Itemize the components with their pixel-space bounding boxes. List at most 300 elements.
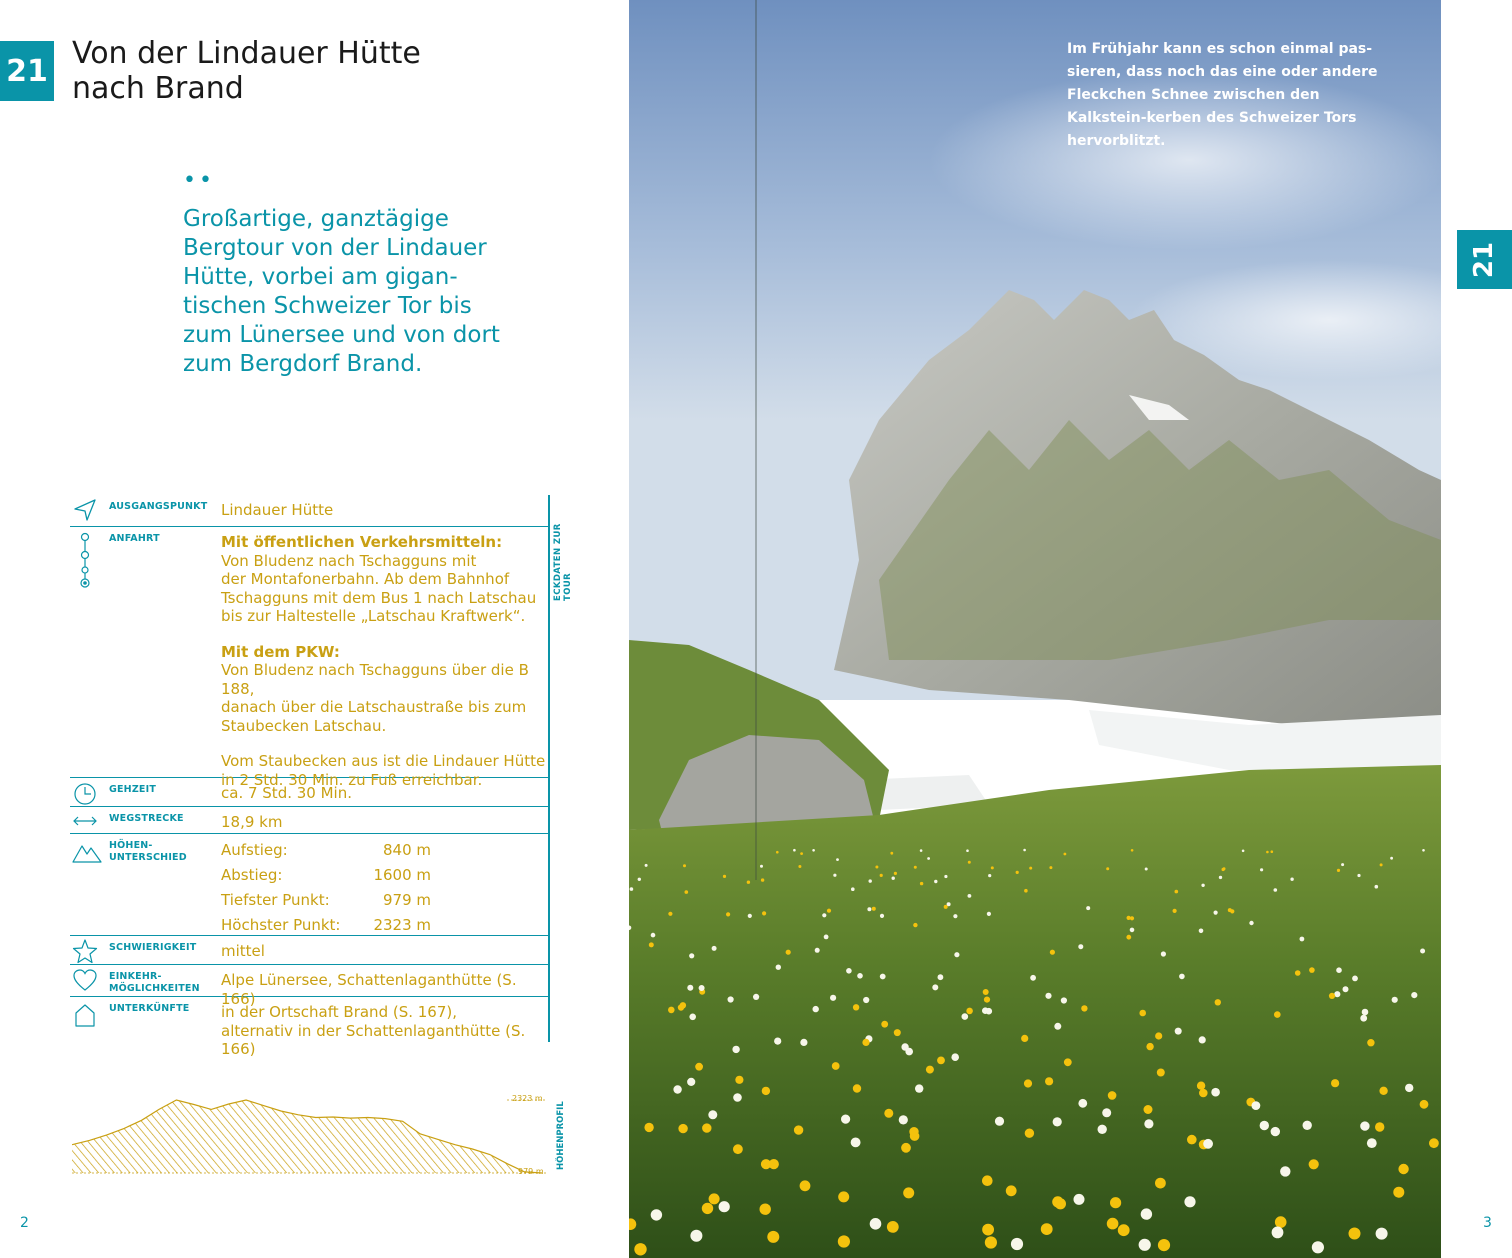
flower (1199, 929, 1204, 934)
flower (719, 1201, 730, 1212)
flower (985, 1236, 997, 1248)
flower (1173, 909, 1177, 913)
flower (1290, 878, 1293, 881)
elevation-profile (72, 1095, 547, 1177)
flower (687, 985, 693, 991)
flower (1219, 876, 1222, 879)
page-number-right: 3 (1483, 1215, 1492, 1231)
flower (1215, 999, 1221, 1005)
flower (1158, 1239, 1170, 1251)
fact-row-difficulty (70, 936, 548, 965)
flower (1357, 874, 1360, 877)
flower (762, 1087, 770, 1095)
flower (651, 933, 656, 938)
accommodation-line-2: alternativ in der Schattenlaganthütte (S. 166) (221, 1021, 526, 1058)
flower (1411, 992, 1417, 998)
flower (728, 996, 734, 1002)
flower (920, 849, 923, 852)
flower (1303, 1121, 1312, 1130)
flower (892, 877, 895, 880)
fact-row-refreshments (70, 965, 548, 1008)
flower (1260, 1121, 1269, 1130)
flower (1108, 1091, 1117, 1100)
profile-max-label: 2323 m (512, 1094, 543, 1103)
flower (1157, 1069, 1165, 1077)
flower (726, 912, 730, 916)
flower (1352, 976, 1358, 982)
flower (1203, 1139, 1213, 1149)
elevation-values (221, 838, 551, 938)
fact-label: UNTERKÜNFTE (109, 1003, 190, 1014)
flower (1175, 890, 1179, 894)
flower (709, 1193, 720, 1204)
fact-row-accommodation (70, 997, 548, 1058)
flower (798, 865, 801, 868)
flower (1030, 975, 1036, 981)
flower (1295, 970, 1301, 976)
flower (793, 849, 796, 852)
flower (1144, 1105, 1153, 1114)
chapter-side-tab: 21 (1457, 230, 1512, 289)
flower (841, 1115, 850, 1124)
flower (838, 1191, 849, 1202)
house-icon (72, 1002, 98, 1028)
flower (634, 1243, 646, 1255)
flower (832, 1062, 840, 1070)
flower (880, 974, 886, 980)
flower (966, 1008, 973, 1015)
flower (1349, 1228, 1361, 1240)
flower (1045, 993, 1051, 999)
flower (938, 974, 944, 980)
flower (872, 907, 876, 911)
flower (1106, 867, 1109, 870)
flower (1050, 950, 1055, 955)
flower (887, 1221, 899, 1233)
flower (786, 950, 791, 955)
flower (683, 864, 686, 867)
flower (1275, 1216, 1287, 1228)
flower (1023, 849, 1026, 852)
flower (699, 985, 705, 991)
flower (1086, 906, 1090, 910)
fact-value: mittel (221, 942, 265, 960)
photo-caption: Im Frühjahr kann es schon einmal pas-sieren, dass noch das eine oder andere Fleckchen Schnee zwischen den Kalkstein-kerben des Schweizer Tors hervorblitzt. (1067, 41, 1378, 149)
flower (1064, 853, 1067, 856)
elevation-row: Tiefster Punkt: 979 m (221, 891, 431, 909)
flower (1045, 1077, 1053, 1085)
flower (846, 968, 852, 974)
flower (1252, 1101, 1261, 1110)
flower (927, 857, 930, 860)
fact-label: GEHZEIT (109, 784, 157, 795)
flower (668, 912, 672, 916)
flower (776, 965, 781, 970)
flower (800, 852, 803, 855)
page-title (72, 36, 492, 106)
flower (1102, 1108, 1111, 1117)
page-number-left: 2 (20, 1215, 29, 1231)
fact-value-travel (221, 533, 551, 789)
flower (1375, 1122, 1384, 1131)
public-line-1: Von Bludenz nach Tschagguns mit (221, 551, 477, 570)
fact-row-travel (70, 527, 548, 789)
flower (1041, 1223, 1053, 1235)
flower (851, 887, 855, 891)
public-transport-heading: Mit öffentlichen Verkehrsmitteln: (221, 533, 503, 551)
flower (968, 894, 972, 898)
heart-icon (72, 967, 98, 993)
flower (747, 881, 750, 884)
flower (1274, 888, 1278, 892)
flower (800, 1180, 811, 1191)
flower (1392, 997, 1398, 1003)
profile-side-label: HÖHENPROFIL (556, 1101, 566, 1170)
flower (733, 1144, 743, 1154)
flower (1300, 937, 1305, 942)
flower (1360, 1121, 1369, 1130)
flower (1367, 1138, 1377, 1148)
flower (853, 1084, 861, 1092)
fact-value: 18,9 km (221, 813, 283, 831)
flower (830, 995, 836, 1001)
flower (723, 875, 726, 878)
elevation-row: Höchster Punkt: 2323 m (221, 916, 431, 934)
fact-label-line-2: UNTERSCHIED (109, 852, 187, 863)
flower (678, 1124, 687, 1133)
elevation-profile-area (72, 1100, 542, 1173)
flower (1266, 851, 1269, 854)
flower (1420, 949, 1425, 954)
flower (702, 1123, 711, 1132)
flower (1197, 1082, 1205, 1090)
title-line-1: Von der Lindauer Hütte (72, 36, 421, 71)
flower (689, 953, 694, 958)
flower (1222, 868, 1225, 871)
flower (1049, 866, 1052, 869)
quote-mark: •• (183, 168, 215, 193)
facts-side-label: ECKDATEN ZUR TOUR (553, 523, 573, 601)
flower (1130, 928, 1135, 933)
flower (986, 1008, 993, 1015)
flower (1054, 1023, 1061, 1030)
flower (899, 1115, 908, 1124)
facts-divider (548, 495, 550, 1042)
double-arrow-icon (72, 809, 98, 835)
flower (760, 865, 763, 868)
flower (638, 878, 641, 881)
flower (1055, 1198, 1066, 1209)
flower (1025, 1129, 1034, 1138)
flower (954, 952, 959, 957)
flower (1175, 1028, 1182, 1035)
flower (680, 1002, 686, 1008)
flower (1029, 867, 1032, 870)
flower (903, 1187, 914, 1198)
flower (1272, 1227, 1284, 1239)
flower (813, 1006, 819, 1012)
flower (1064, 1058, 1072, 1066)
flower (920, 882, 923, 885)
flower (800, 1039, 807, 1046)
flower (767, 1231, 779, 1243)
flower (687, 1078, 695, 1086)
flower (953, 914, 957, 918)
fact-label-line-1: EINKEHR- (109, 971, 162, 982)
fact-label (109, 840, 219, 864)
flower (733, 1093, 742, 1102)
flower (668, 1007, 675, 1014)
title-line-2: nach Brand (72, 71, 244, 106)
flower (1078, 1099, 1087, 1108)
car-heading: Mit dem PKW: (221, 642, 340, 661)
flower (822, 913, 826, 917)
fact-label: AUSGANGSPUNKT (109, 501, 208, 512)
flower (1249, 921, 1253, 925)
flower (1309, 967, 1315, 973)
flower (1422, 849, 1425, 852)
flower (644, 1123, 653, 1132)
fact-label: ANFAHRT (109, 533, 160, 544)
profile-min-label: 979 m (518, 1167, 544, 1176)
flower (827, 909, 831, 913)
flower (735, 1076, 743, 1084)
flower (1280, 1166, 1290, 1176)
flower (1006, 1185, 1017, 1196)
flower (901, 1143, 911, 1153)
flower (1367, 1039, 1374, 1046)
flower (1074, 1194, 1085, 1205)
flower (968, 861, 971, 864)
flower (909, 1127, 918, 1136)
meadow (629, 765, 1441, 1258)
flower (1107, 1218, 1119, 1230)
mountains-icon (72, 840, 102, 866)
car-line-2: danach über die Latschaustraße bis zum (221, 698, 527, 716)
flower (762, 911, 766, 915)
flower (1334, 991, 1340, 997)
flower (815, 948, 820, 953)
flower (712, 946, 717, 951)
flower (951, 1053, 959, 1061)
flower (1309, 1159, 1319, 1169)
flower (1155, 1178, 1166, 1189)
flower (1155, 1032, 1162, 1039)
flower (836, 858, 839, 861)
flower (1405, 1084, 1413, 1092)
fact-value (221, 1003, 551, 1059)
elevation-row: Abstieg: 1600 m (221, 866, 431, 884)
flower (1139, 1010, 1146, 1017)
flower (982, 1175, 993, 1186)
flower (1126, 935, 1131, 940)
flower (1201, 884, 1204, 887)
elevation-row: Aufstieg: 840 m (221, 841, 431, 859)
mountain-meadow-photo (629, 0, 1441, 1258)
flower (881, 1021, 888, 1028)
flower (1021, 1035, 1028, 1042)
flower (1199, 1036, 1206, 1043)
flower (857, 973, 863, 979)
flower (944, 875, 947, 878)
flower (1341, 863, 1344, 866)
flower (869, 879, 872, 882)
flower (1130, 916, 1134, 920)
flower (760, 1204, 771, 1215)
flower (1011, 1238, 1023, 1250)
flower (1337, 869, 1340, 872)
navigation-arrow-icon (72, 497, 98, 523)
flower (1398, 1164, 1408, 1174)
flower (991, 866, 994, 869)
flower (884, 1109, 893, 1118)
flower (1271, 1127, 1280, 1136)
flower (863, 997, 869, 1003)
car-line-3: Staubecken Latschau. (221, 716, 387, 735)
tour-number-badge: 21 (0, 41, 54, 101)
flower (1393, 1187, 1404, 1198)
flower (833, 874, 836, 877)
fact-row-start (70, 495, 548, 527)
flower (776, 851, 779, 854)
flower (1024, 889, 1028, 893)
flower (1343, 986, 1349, 992)
flower (1242, 850, 1245, 853)
flower (934, 880, 937, 883)
public-line-3: Tschagguns mit dem Bus 1 nach Latschau (221, 588, 537, 607)
flower (1228, 908, 1232, 912)
flower (1145, 868, 1148, 871)
flower (761, 878, 764, 881)
flower (984, 997, 990, 1003)
flower (853, 1004, 859, 1010)
flower (702, 1203, 713, 1214)
flower (913, 923, 917, 927)
flower (1187, 1135, 1197, 1145)
flower (1016, 871, 1019, 874)
flower (1429, 1138, 1439, 1148)
flower (1214, 911, 1218, 915)
flower (862, 1039, 869, 1046)
flower (812, 849, 815, 852)
flower (1061, 997, 1067, 1003)
flower (1131, 849, 1134, 852)
flower (867, 907, 871, 911)
flower (1329, 993, 1335, 999)
flower (1312, 1241, 1324, 1253)
flower (748, 914, 752, 918)
flower (944, 905, 948, 909)
flower (894, 872, 897, 875)
flower (926, 1066, 934, 1074)
flower (932, 984, 938, 990)
flower (851, 1138, 861, 1148)
route-stops-icon (72, 529, 98, 589)
flower (880, 914, 884, 918)
flower (774, 1038, 781, 1045)
fact-value: ca. 7 Std. 30 Min. (221, 784, 352, 802)
flower (1161, 951, 1166, 956)
flower (966, 849, 969, 852)
flower (1211, 1088, 1220, 1097)
flower (1098, 1125, 1107, 1134)
flower (732, 1046, 739, 1053)
flower (1360, 1015, 1367, 1022)
intro-text: Großartige, ganztägige Bergtour von der Lindauer Hütte, vorbei am gigan-tischen Schweizer Tor bis zum Lünersee und von dort zum Bergdorf Brand. (183, 206, 500, 377)
flower (1179, 974, 1185, 980)
final-line-1: Vom Staubecken aus ist die Lindauer Hütte (221, 752, 546, 770)
flower (870, 1218, 882, 1230)
fact-label-line-1: HÖHEN- (109, 840, 153, 851)
flower (824, 935, 829, 940)
flower (1336, 967, 1342, 973)
flower (1331, 1079, 1339, 1087)
flower (838, 1235, 850, 1247)
flower (1376, 1228, 1388, 1240)
flower (894, 1029, 901, 1036)
flower (1118, 1224, 1130, 1236)
flower (690, 1230, 702, 1242)
clock-icon (72, 780, 98, 806)
flower (915, 1084, 923, 1092)
flower (1274, 1011, 1281, 1018)
flower (1144, 1119, 1153, 1128)
fact-label-line-2: MÖGLICHKEITEN (109, 983, 200, 994)
fact-row-duration (70, 778, 548, 807)
flower (962, 1013, 969, 1020)
flower (890, 852, 893, 855)
flower (1362, 1009, 1369, 1016)
flower (1139, 1239, 1151, 1251)
flower (937, 1057, 945, 1065)
flower (794, 1125, 803, 1134)
accommodation-line-1: in der Ortschaft Brand (S. 167), (221, 1003, 458, 1021)
fact-row-elevation (70, 834, 548, 936)
fact-label: WEGSTRECKE (109, 813, 184, 824)
flower (1024, 1079, 1032, 1087)
flower (988, 874, 991, 877)
flower (769, 1159, 779, 1169)
flower (1380, 863, 1383, 866)
flower (1390, 857, 1393, 860)
fact-label: SCHWIERIGKEIT (109, 942, 197, 953)
flower (1078, 944, 1083, 949)
flower (1260, 868, 1263, 871)
flower (630, 887, 634, 891)
flower (651, 1209, 662, 1220)
flower (1379, 1087, 1387, 1095)
flower (983, 989, 989, 995)
public-line-4: bis zur Haltestelle „Latschau Kraftwerk“. (221, 607, 526, 625)
flower (1420, 1100, 1429, 1109)
flower (708, 1110, 717, 1119)
flower (982, 1224, 994, 1236)
flower (753, 994, 759, 1000)
flower (987, 912, 991, 916)
flower (685, 890, 689, 894)
flower (649, 942, 654, 947)
flower (914, 866, 917, 869)
flower (1053, 1117, 1062, 1126)
flower (689, 1014, 696, 1021)
flower (695, 1063, 703, 1071)
fact-value: Lindauer Hütte (221, 501, 334, 519)
car-line-1: Von Bludenz nach Tschagguns über die B 188, (221, 661, 529, 698)
flower (645, 864, 648, 867)
final-line-2: in 2 Std. 30 Min. zu Fuß erreichbar. (221, 770, 483, 789)
flower (1199, 1089, 1208, 1098)
flower (1146, 1043, 1153, 1050)
